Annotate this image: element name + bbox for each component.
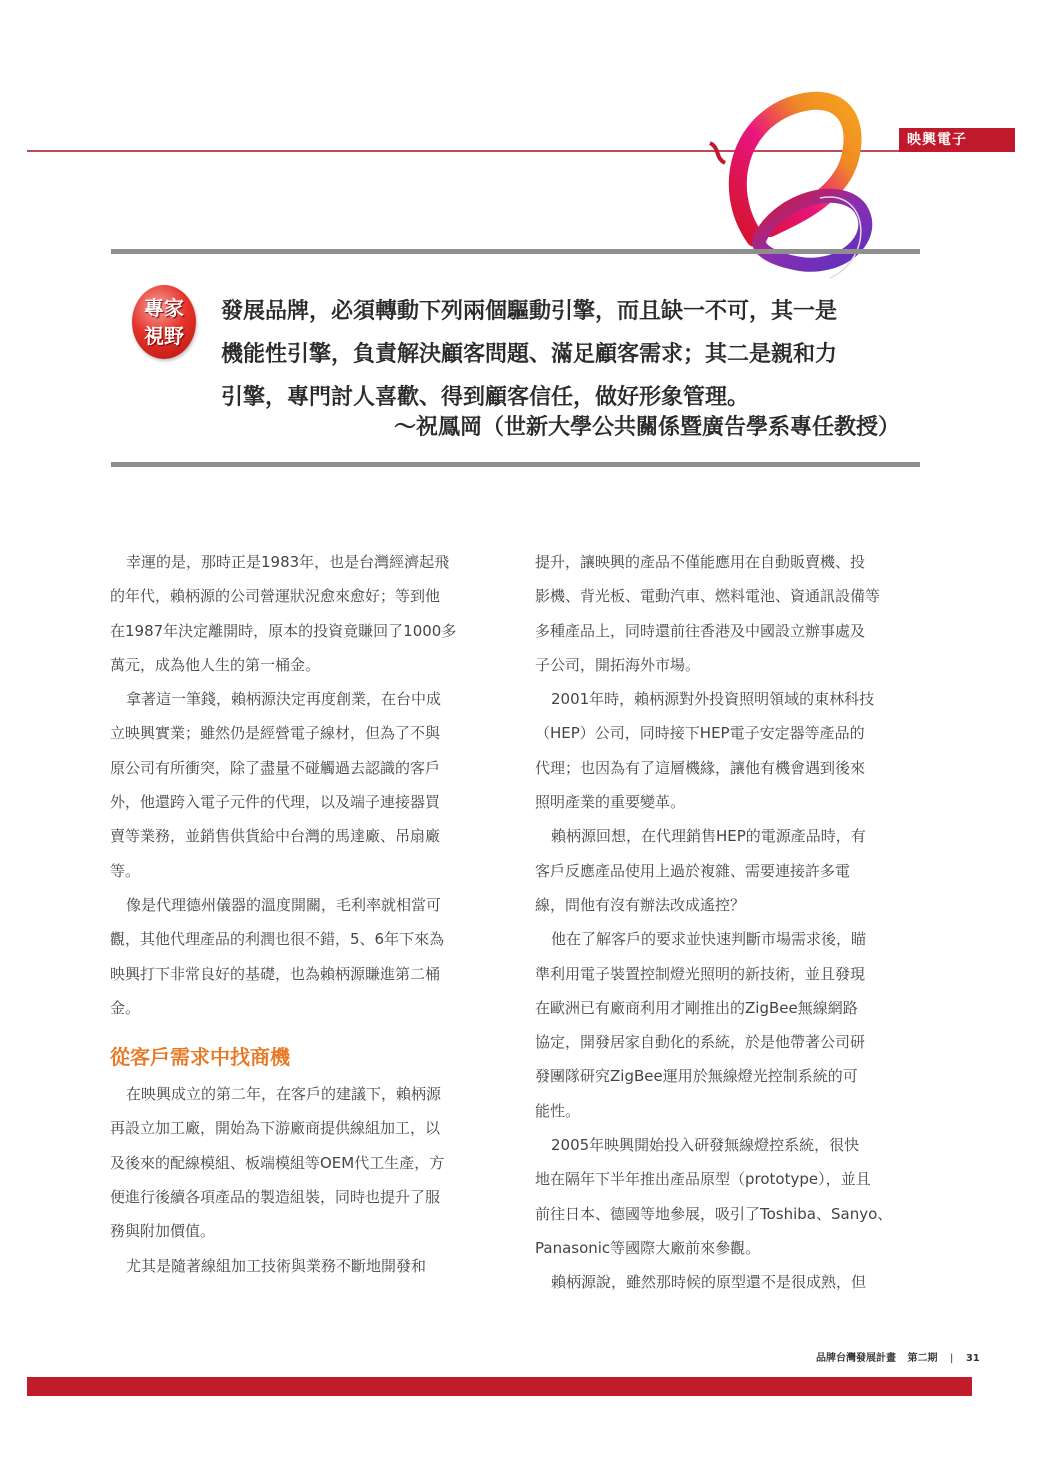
- footer-separator: |: [949, 1353, 954, 1364]
- publication-name: 品牌台灣發展計畫: [816, 1353, 896, 1364]
- paragraph-line: 在映興成立的第二年，在客戶的建議下，賴柄源: [126, 1085, 442, 1104]
- paragraph-line: 萬元，成為他人生的第一桶金。: [110, 655, 321, 674]
- paragraph-line: 2005年映興開始投入研發無線燈控系統，很快: [551, 1136, 860, 1155]
- badge-line: 專家: [144, 296, 184, 320]
- page-footer: [816, 1349, 980, 1364]
- section-heading: 從客戶需求中找商機: [110, 1045, 290, 1070]
- paragraph-line: 子公司，開拓海外市場。: [535, 655, 701, 674]
- paragraph-line: 觀，其他代理產品的利潤也很不錯，5、6年下來為: [110, 930, 445, 949]
- right-column: [535, 545, 925, 1300]
- paragraph-line: 再設立加工廠，開始為下游廠商提供線組加工，以: [110, 1119, 441, 1138]
- paragraph-line: 協定，開發居家自動化的系統，於是他帶著公司研: [535, 1033, 866, 1052]
- paragraph-line: 拿著這一筆錢，賴柄源決定再度創業，在台中成: [126, 690, 442, 709]
- expert-view-badge: [132, 285, 196, 359]
- paragraph-line: 在1987年決定離開時，原本的投資竟賺回了1000多: [110, 621, 457, 640]
- brand-badge: 映興電子: [899, 128, 1015, 152]
- paragraph-line: 原公司有所衝突，除了盡量不碰觸過去認識的客戶: [110, 758, 441, 777]
- paragraph-line: 代理；也因為有了這層機緣，讓他有機會遇到後來: [535, 758, 866, 777]
- issue-label: 第二期: [907, 1353, 938, 1364]
- paragraph-line: 及後來的配線模組、板端模組等OEM代工生產，方: [110, 1153, 445, 1172]
- paragraph-line: 地在隔年下半年推出產品原型（prototype），並且: [535, 1170, 871, 1189]
- paragraph-line: 像是代理德州儀器的溫度開關，毛利率就相當可: [126, 895, 442, 914]
- quote-line: 機能性引擎，負責解決顧客問題、滿足顧客需求；其二是親和力: [221, 341, 838, 367]
- paragraph-line: 務與附加價值。: [110, 1222, 216, 1241]
- paragraph-line: 他在了解客戶的要求並快速判斷市場需求後，瞄: [551, 930, 867, 949]
- paragraph-line: 等。: [110, 861, 141, 880]
- paragraph-line: 尤其是隨著線組加工技術與業務不斷地開發和: [126, 1256, 427, 1275]
- paragraph-line: 外，他還跨入電子元件的代理，以及端子連接器買: [110, 793, 441, 812]
- paragraph-line: 2001年時，賴柄源對外投資照明領域的東林科技: [551, 690, 875, 709]
- paragraph-line: 便進行後續各項產品的製造組裝，同時也提升了服: [110, 1188, 441, 1207]
- paragraph-line: 發團隊研究ZigBee運用於無線燈光控制系統的可: [535, 1067, 858, 1086]
- paragraph-line: 線，問他有沒有辦法改成遙控？: [535, 895, 746, 914]
- paragraph-line: 能性。: [535, 1101, 581, 1120]
- quote-attribution: ～祝鳳岡（世新大學公共關係暨廣告學系專任教授）: [393, 414, 900, 440]
- paragraph-line: 提升，讓映興的產品不僅能應用在自動販賣機、投: [535, 553, 866, 571]
- paragraph-line: 多種產品上，同時還前往香港及中國設立辦事處及: [535, 621, 866, 640]
- quote-line: 發展品牌，必須轉動下列兩個驅動引擎，而且缺一不可，其一是: [221, 298, 838, 324]
- pull-quote: [221, 290, 911, 419]
- quote-top-divider: [111, 249, 920, 254]
- left-column: [110, 545, 500, 1283]
- paragraph-line: 賴柄源說，雖然那時候的原型還不是很成熟，但: [551, 1273, 867, 1292]
- badge-line: 視野: [144, 324, 184, 348]
- paragraph-line: 前往日本、德國等地參展，吸引了Toshiba、Sanyo、: [535, 1204, 893, 1223]
- paragraph-line: 映興打下非常良好的基礎，也為賴柄源賺進第二桶: [110, 964, 441, 983]
- quote-line: 引擎，專門討人喜歡、得到顧客信任，做好形象管理。: [221, 384, 750, 410]
- paragraph-line: 幸運的是，那時正是1983年，也是台灣經濟起飛: [126, 553, 450, 571]
- footer-red-bar: [27, 1377, 972, 1396]
- page-number: 31: [965, 1353, 980, 1364]
- paragraph-line: 立映興實業；雖然仍是經營電子線材，但為了不與: [110, 724, 441, 743]
- paragraph-line: Panasonic等國際大廠前來參觀。: [535, 1238, 761, 1257]
- brush-stroke-logo-icon: [700, 88, 930, 288]
- paragraph-line: （HEP）公司，同時接下HEP電子安定器等產品的: [535, 724, 865, 743]
- paragraph-line: 在歐洲已有廠商利用才剛推出的ZigBee無線網路: [535, 998, 858, 1017]
- paragraph-line: 準利用電子裝置控制燈光照明的新技術，並且發現: [535, 964, 866, 983]
- paragraph-line: 賣等業務，並銷售供貨給中台灣的馬達廠、吊扇廠: [110, 827, 441, 846]
- paragraph-line: 賴柄源回想，在代理銷售HEP的電源產品時，有: [551, 827, 866, 846]
- paragraph-line: 影機、背光板、電動汽車、燃料電池、資通訊設備等: [535, 587, 881, 606]
- quote-bottom-divider: [111, 462, 920, 467]
- paragraph-line: 客戶反應產品使用上過於複雜、需要連接許多電: [535, 861, 851, 880]
- paragraph-line: 的年代，賴柄源的公司營運狀況愈來愈好；等到他: [110, 587, 441, 606]
- paragraph-line: 照明產業的重要變革。: [535, 793, 686, 812]
- paragraph-line: 金。: [110, 998, 141, 1017]
